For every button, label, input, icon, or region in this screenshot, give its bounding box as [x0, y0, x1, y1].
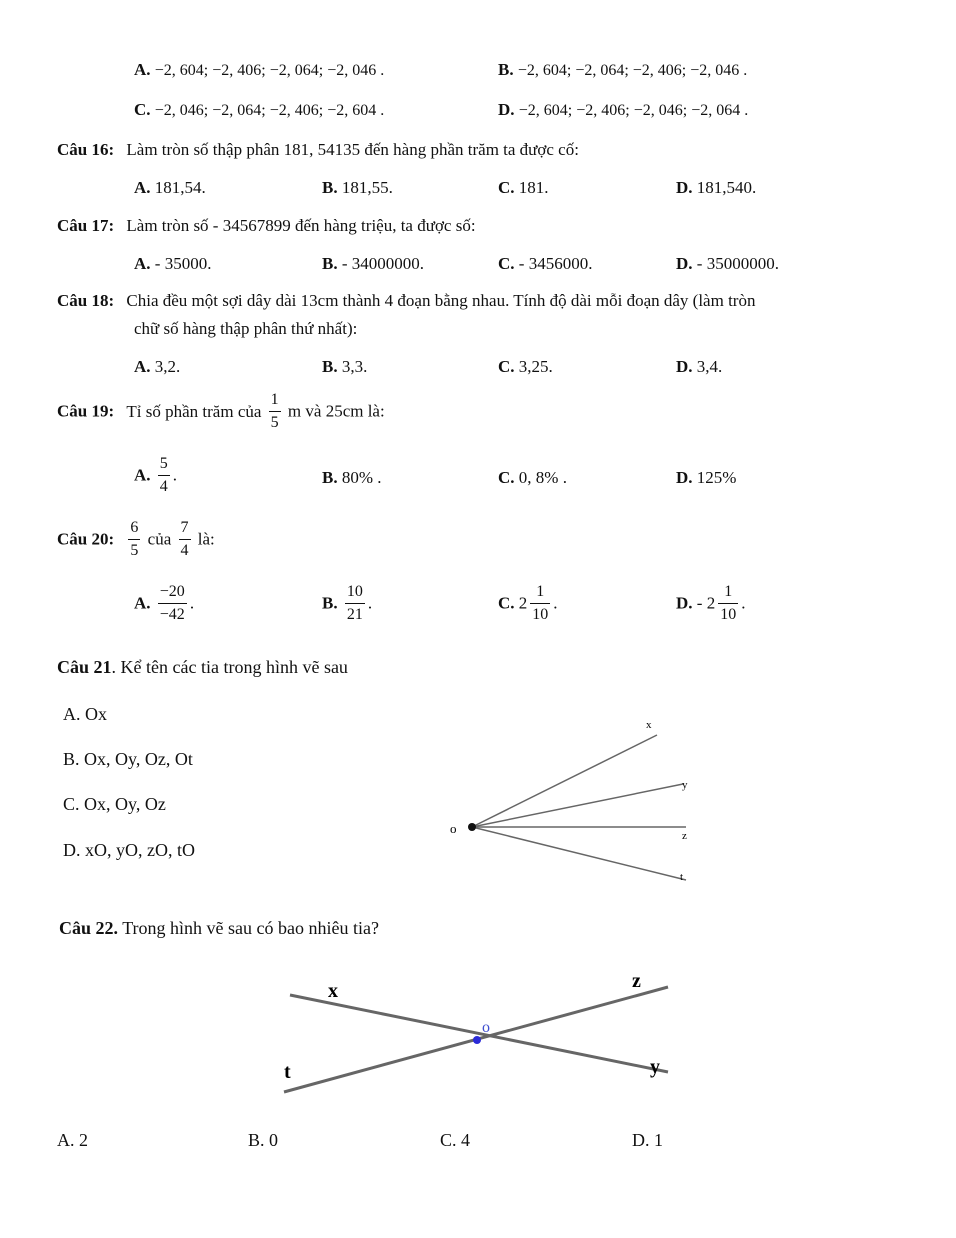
numerator: 1 [718, 584, 738, 604]
option-text: - 35000. [154, 254, 212, 273]
option-label: D. [676, 593, 693, 613]
q21-stem [57, 657, 348, 678]
denominator: 10 [532, 606, 549, 623]
question-number: Câu 19: [57, 401, 115, 421]
option-label: B. [322, 254, 338, 273]
denominator: −42 [159, 606, 185, 623]
label-x: x [646, 719, 652, 731]
option-text: 80% . [341, 468, 382, 487]
label-x: x [328, 980, 338, 1002]
fraction [718, 584, 738, 623]
denominator: 10 [720, 606, 737, 623]
option-text: - 3456000. [518, 254, 593, 273]
q20-option-a[interactable] [134, 584, 194, 623]
option-label: B. [322, 593, 338, 613]
q18-option-c[interactable] [498, 357, 553, 377]
line-xy [290, 995, 668, 1072]
option-text: −2, 046; −2, 064; −2, 406; −2, 604 . [154, 102, 385, 119]
q19-option-b[interactable] [322, 468, 382, 488]
q17-option-b[interactable] [322, 254, 424, 274]
option-text: 3,2. [154, 357, 181, 376]
fraction [128, 520, 140, 559]
q21-option-d[interactable]: D. xO, yO, zO, tO [63, 840, 195, 860]
label-y: y [650, 1056, 660, 1078]
option-label: B. [322, 178, 338, 197]
q20-option-b[interactable] [322, 584, 372, 623]
denominator: 4 [159, 478, 168, 495]
q18-stem-line2: chữ số hàng thập phân thứ nhất): [134, 319, 358, 338]
label-z: z [682, 830, 687, 842]
option-text: −2, 604; −2, 406; −2, 064; −2, 046 . [154, 62, 385, 79]
q22-option-c[interactable]: C. 4 [440, 1130, 471, 1150]
option-text: 3,4. [696, 357, 723, 376]
q19-option-c[interactable] [498, 468, 567, 488]
q19-option-d[interactable] [676, 468, 736, 488]
option-label: C. [498, 468, 515, 487]
numerator: 6 [128, 520, 140, 540]
q20-stem [57, 520, 215, 559]
option-label: A. [134, 254, 151, 273]
fraction [345, 584, 365, 623]
q16-option-a[interactable] [134, 178, 206, 198]
q16-option-b[interactable] [322, 178, 393, 198]
option-text: 181. [518, 178, 549, 197]
q16-option-c[interactable] [498, 178, 549, 198]
option-label: C. [498, 178, 515, 197]
question-number: Câu 22. [59, 918, 119, 938]
fraction [530, 584, 550, 623]
question-text: Trong hình vẽ sau có bao nhiêu tia? [118, 918, 379, 938]
q18-option-a[interactable] [134, 357, 180, 377]
suffix: . [741, 593, 746, 613]
numerator: 7 [179, 520, 191, 540]
question-text: Làm tròn số thập phân 181, 54135 đến hàng phần trăm ta được cố: [126, 140, 579, 159]
option-label: B. [498, 60, 514, 79]
question-text-end: m và 25cm là: [287, 401, 385, 421]
suffix: . [172, 465, 178, 485]
point-o [473, 1036, 481, 1044]
whole-part: 2 [518, 593, 528, 613]
label-o: o [482, 1019, 490, 1036]
label-o: o [450, 821, 457, 836]
option-label: A. [134, 465, 151, 485]
option-text: 181,54. [154, 178, 206, 197]
option-label: B. [322, 468, 338, 487]
question-number: Câu 17: [57, 216, 115, 235]
label-t: t [680, 871, 684, 883]
option-text: −2, 604; −2, 406; −2, 046; −2, 064 . [518, 102, 749, 119]
fraction [158, 456, 170, 495]
whole-part: - 2 [696, 593, 716, 613]
question-number: Câu 21 [57, 657, 112, 677]
option-text: - 34000000. [341, 254, 425, 273]
q21-option-b[interactable]: B. Ox, Oy, Oz, Ot [63, 749, 193, 769]
q18-stem [57, 291, 755, 311]
suffix: . [189, 593, 195, 613]
option-text: 181,540. [696, 178, 757, 197]
q17-option-a[interactable] [134, 254, 211, 274]
question-number: Câu 16: [57, 140, 115, 159]
q15-option-a[interactable] [134, 60, 384, 80]
label-z: z [632, 970, 641, 992]
denominator: 5 [270, 414, 279, 431]
q20-option-d[interactable] [676, 584, 745, 623]
question-number: Câu 18: [57, 291, 115, 310]
suffix: . [367, 593, 373, 613]
option-label: D. [676, 254, 693, 273]
label-t: t [284, 1061, 291, 1083]
q17-option-c[interactable] [498, 254, 592, 274]
ray-ot [472, 827, 686, 880]
q16-option-d[interactable] [676, 178, 756, 198]
q22-stem [59, 918, 379, 939]
denominator: 4 [180, 542, 189, 559]
fraction [158, 584, 187, 623]
option-label: A. [134, 357, 151, 376]
question-text: Chia đều một sợi dây dài 13cm thành 4 đoạn bằng nhau. Tính độ dài mỗi đoạn dây (làm tròn [126, 291, 756, 310]
numerator: 1 [269, 392, 281, 412]
q16-stem [57, 140, 579, 160]
option-label: C. [498, 593, 515, 613]
point-o [468, 823, 476, 831]
option-label: C. [498, 357, 515, 376]
option-label: D. [676, 178, 693, 197]
q17-option-d[interactable] [676, 254, 779, 274]
q19-option-a[interactable] [134, 456, 177, 495]
q22-option-a[interactable]: A. 2 [57, 1130, 88, 1150]
option-label: C. [134, 100, 151, 119]
q19-stem [57, 392, 385, 431]
question-number: Câu 20: [57, 529, 115, 549]
q22-lines-figure [270, 960, 690, 1110]
option-label: D. [676, 468, 693, 487]
q15-option-b[interactable] [498, 60, 747, 80]
q17-stem [57, 216, 476, 236]
q18-option-d[interactable] [676, 357, 722, 377]
q22-option-b[interactable]: B. 0 [248, 1130, 279, 1150]
numerator: −20 [158, 584, 187, 604]
q20-option-c[interactable] [498, 584, 558, 623]
option-text: 181,55. [341, 178, 393, 197]
option-text: 3,3. [341, 357, 368, 376]
q15-option-c[interactable] [134, 100, 384, 120]
option-label: B. [322, 357, 338, 376]
option-text: −2, 604; −2, 064; −2, 406; −2, 046 . [517, 62, 748, 79]
numerator: 5 [158, 456, 170, 476]
option-label: A. [134, 60, 151, 79]
option-label: D. [676, 357, 693, 376]
question-text: của [147, 529, 172, 549]
q21-option-a[interactable]: A. Ox [63, 704, 107, 724]
question-text: Làm tròn số - 34567899 đến hàng triệu, ta được số: [126, 216, 476, 235]
option-label: D. [498, 100, 515, 119]
q22-option-d[interactable]: D. 1 [632, 1130, 663, 1150]
option-label: C. [498, 254, 515, 273]
denominator: 5 [130, 542, 139, 559]
numerator: 10 [345, 584, 365, 604]
fraction [269, 392, 281, 431]
denominator: 21 [346, 606, 363, 623]
question-text: . Kể tên các tia trong hình vẽ sau [111, 657, 348, 677]
q15-option-d[interactable] [498, 100, 748, 120]
option-text: - 35000000. [696, 254, 779, 273]
suffix: . [553, 593, 558, 613]
fraction [179, 520, 191, 559]
question-text: Tỉ số phần trăm của [126, 401, 262, 421]
question-text-end: là: [197, 529, 215, 549]
option-text: 0, 8% . [518, 468, 567, 487]
label-y: y [682, 779, 688, 791]
ray-ox [472, 735, 657, 827]
q21-rays-figure [440, 710, 710, 890]
ray-oy [472, 784, 683, 827]
q18-option-b[interactable] [322, 357, 367, 377]
option-label: A. [134, 593, 151, 613]
numerator: 1 [530, 584, 550, 604]
q21-option-c[interactable]: C. Ox, Oy, Oz [63, 794, 166, 814]
option-label: A. [134, 178, 151, 197]
option-text: 125% [696, 468, 737, 487]
option-text: 3,25. [518, 357, 553, 376]
